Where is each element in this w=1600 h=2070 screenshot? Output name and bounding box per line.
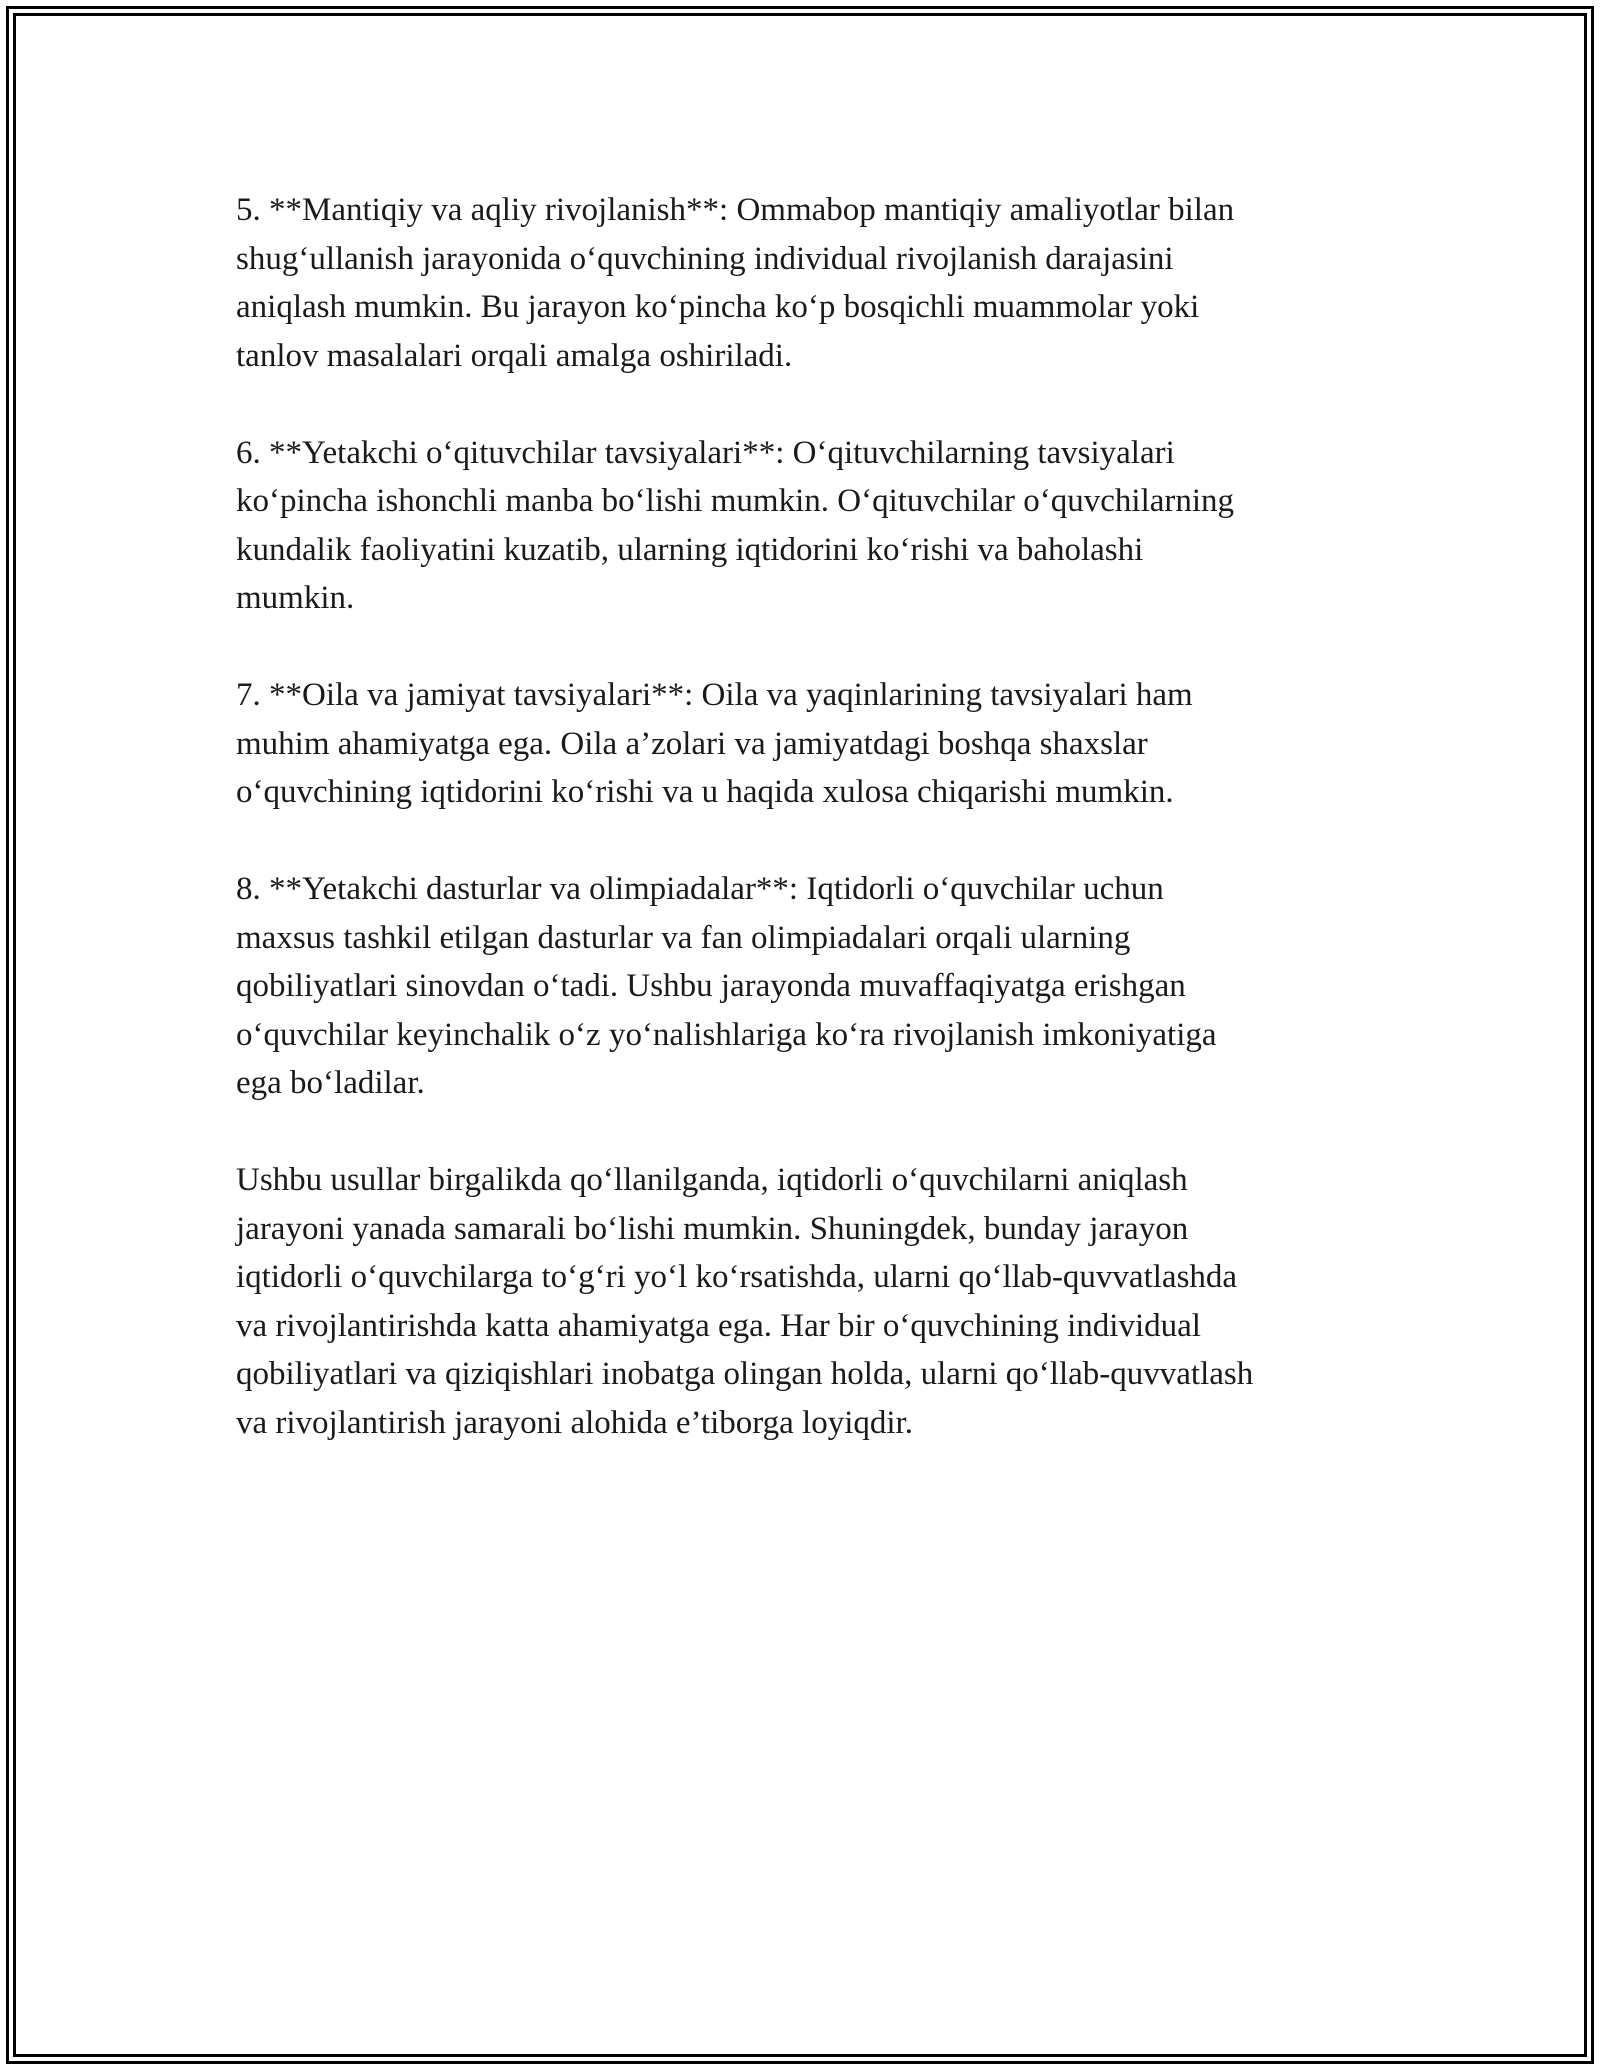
paragraph-item-5: 5. **Mantiqiy va aqliy rivojlanish**: Ommabop mantiqiy amaliyotlar bilan shug‘ullanish jarayonida o‘quvchining individual rivojlanish darajasini aniqlash mumkin. Bu jarayon ko‘pincha ko‘p bosqichli muammolar yoki tanlov masalalari orqali amalga oshiriladi. (236, 192, 1235, 374)
paragraph-item-8: 8. **Yetakchi dasturlar va olimpiadalar**: Iqtidorli o‘quvchilar uchun maxsus tashkil etilgan dasturlar va fan olimpiadalari orqali ularning qobiliyatlari sinovdan o‘tadi. Ushbu jarayonda muvaffaqiyatga erishgan o‘quvchilar keyinchalik o‘z yo‘nalishlariga ko‘ra rivojlanish imkoniyatiga ega bo‘ladilar. (236, 871, 1217, 1101)
paragraph-item-6: 6. **Yetakchi o‘qituvchilar tavsiyalari**: O‘qituvchilarning tavsiyalari ko‘pincha ishonchli manba bo‘lishi mumkin. O‘qituvchilar o‘quvchilarning kundalik faoliyatini kuzatib, ularning iqtidorini ko‘rishi va baholashi mumkin. (236, 434, 1235, 616)
paragraph-item-7: 7. **Oila va jamiyat tavsiyalari**: Oila va yaqinlarining tavsiyalari ham muhim ahamiyatga ega. Oila a’zolari va jamiyatdagi boshqa shaxslar o‘quvchining iqtidorini ko‘rishi va u haqida xulosa chiqarishi mumkin. (236, 677, 1193, 810)
paragraph-conclusion: Ushbu usullar birgalikda qo‘llanilganda, iqtidorli o‘quvchilarni aniqlash jarayoni yanada samarali bo‘lishi mumkin. Shuningdek, bunday jarayon iqtidorli o‘quvchilarga to‘g‘ri yo‘l ko‘rsatishda, ularni qo‘llab-quvvatlashda va rivojlantirishda katta ahamiyatga ega. Har bir o‘quvchining individual qobiliyatlari va qiziqishlari inobatga olingan holda, ularni qo‘llab-quvvatlash va rivojlantirish jarayoni alohida e’tiborga loyiqdir. (236, 1162, 1254, 1441)
document-body (236, 186, 1386, 1496)
